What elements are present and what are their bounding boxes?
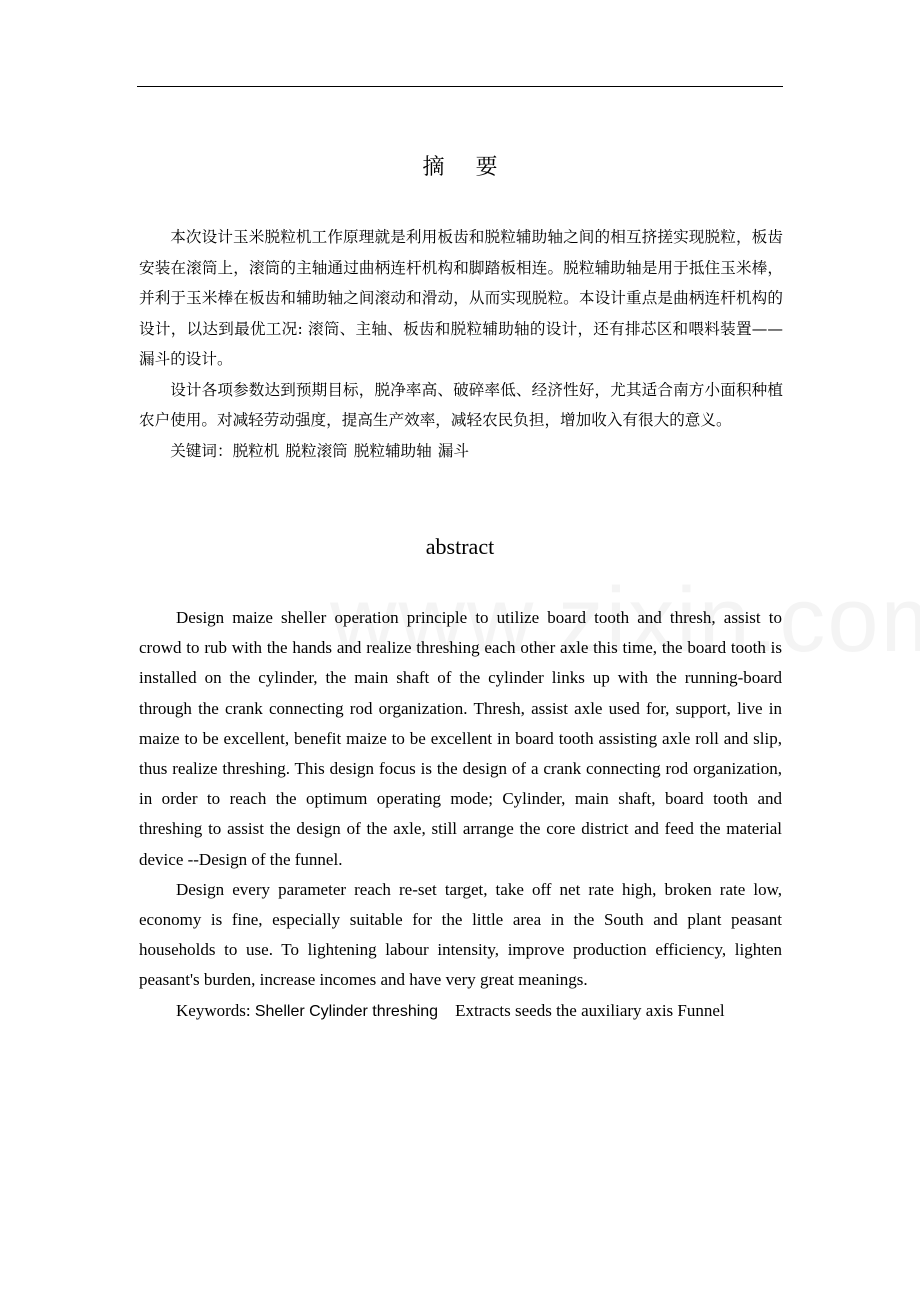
english-abstract-title: abstract (425, 534, 495, 559)
chinese-paragraph-2: 设计各项参数达到预期目标，脱净率高、破碎率低、经济性好，尤其适合南方小面积种植农户使用。对减轻劳动强度，提高生产效率，减轻农民负担，增加收入有很大的意义。 (139, 380, 783, 429)
chinese-abstract-body (139, 222, 783, 466)
chinese-abstract-title: 摘 要 (422, 155, 510, 180)
chinese-keyword: 脱粒滚筒 (285, 441, 348, 460)
english-keywords-label: Keywords: (176, 1000, 251, 1020)
chinese-keyword: 脱粒机 (232, 441, 280, 460)
chinese-keyword: 脱粒辅助轴 (353, 441, 432, 460)
english-paragraph-2: Design every parameter reach re-set target, take off net rate high, broken rate low, economy is fine, especially suitable for the little area in the South and plant peasant households to use. To lightening labour intensity, improve production efficiency, lighten peasant's burden, increase incomes and have very great meanings. (139, 879, 782, 990)
chinese-keyword: 漏斗 (437, 441, 469, 460)
english-paragraph-1: Design maize sheller operation principle to utilize board tooth and thresh, assist to crowd to rub with the hands and realize threshing each other axle this time, the board tooth is installed on the cylinder, the main shaft of the cylinder links up with the running-board through the crank connecting rod organization. Thresh, assist axle used for, support, live in maize to be excellent, benefit maize to be excellent in board tooth assisting axle roll and slip, thus realize threshing. This design focus is the design of a crank connecting rod organization, in order to reach the optimum operating mode; Cylinder, main shaft, board tooth and threshing to assist the design of the axle, still arrange the core district and feed the material device --Design of the funnel. (139, 608, 782, 869)
header-rule (137, 86, 783, 87)
english-keywords-serif: Extracts seeds the auxiliary axis Funnel (455, 1000, 725, 1020)
chinese-keywords-label: 关键词： (170, 441, 233, 460)
english-keywords-sans: Sheller Cylinder threshing (254, 1002, 439, 1020)
english-abstract-body (139, 603, 782, 1027)
chinese-paragraph-1: 本次设计玉米脱粒机工作原理就是利用板齿和脱粒辅助轴之间的相互挤搓实现脱粒，板齿安装在滚筒上，滚筒的主轴通过曲柄连杆机构和脚踏板相连。脱粒辅助轴是用于抵住玉米棒，并利于玉米棒在板齿和辅助轴之间滚动和滑动，从而实现脱粒。本设计重点是曲柄连杆机构的设计，以达到最优工况: 滚筒、主轴、板齿和脱粒辅助轴的设计，还有排芯区和喂料装置——漏斗的设计。 (139, 228, 783, 368)
chinese-keywords (139, 436, 783, 467)
english-keywords (139, 996, 782, 1027)
